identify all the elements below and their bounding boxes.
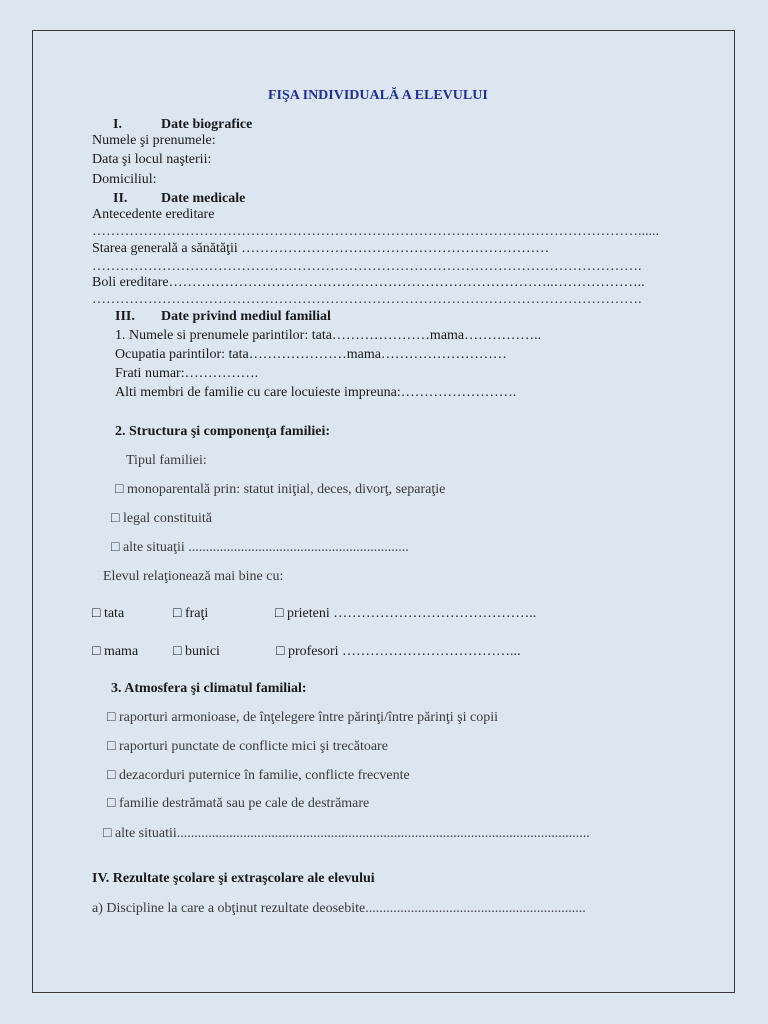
- relationship-label: Elevul relaţionează mai bine cu:: [103, 569, 284, 584]
- subsection-3-heading: 3. Atmosfera şi climatul familial:: [111, 681, 307, 696]
- field-parents-jobs: Ocupatia parintilor: tata…………………mama………………………: [115, 347, 507, 362]
- checkbox-father[interactable]: □ tata: [92, 606, 125, 621]
- checkbox-siblings[interactable]: □ fraţi: [173, 606, 209, 621]
- section-2-number: II.: [113, 191, 128, 206]
- section-3-number: III.: [115, 309, 135, 324]
- checkbox-teachers[interactable]: □ profesori ………………………………...: [276, 644, 521, 659]
- field-parents-names: 1. Numele si prenumele parintilor: tata…………………mama……………..: [115, 328, 542, 343]
- field-hereditary: Antecedente ereditare: [92, 207, 215, 222]
- checkbox-other-situations[interactable]: □ alte situaţii ...............................................................: [111, 540, 409, 555]
- checkbox-friends[interactable]: □ prieteni ……………………………………..: [275, 606, 537, 621]
- dotted-line-2: ……………………………………………………………………………………………………….: [92, 259, 642, 274]
- subsection-2-heading: 2. Structura şi componenţa familiei:: [115, 424, 331, 439]
- checkbox-other-atmosphere[interactable]: □ alte situatii......................................................................................................................: [103, 826, 590, 841]
- checkbox-broken-family[interactable]: □ familie destrămată sau pe cale de destrămare: [107, 796, 370, 811]
- section-4-heading: IV. Rezultate şcolare şi extraşcolare ale elevului: [92, 871, 375, 886]
- section-1-heading: Date biografice: [161, 117, 253, 132]
- field-disciplines: a) Discipline la care a obţinut rezultate deosebite...............................................................: [92, 901, 586, 916]
- section-1-number: I.: [113, 117, 122, 132]
- field-other-members: Alti membri de familie cu care locuieste impreuna:…………………….: [115, 385, 517, 400]
- checkbox-strong-disagreements[interactable]: □ dezacorduri puternice în familie, conflicte frecvente: [107, 768, 410, 783]
- field-health: Starea generală a sănătăţii …………………………………………………………: [92, 241, 550, 256]
- checkbox-legal[interactable]: □ legal constituită: [111, 511, 212, 526]
- dotted-line-1: ………………………………………………………………………………………………………......: [92, 224, 659, 239]
- checkbox-grandparents[interactable]: □ bunici: [173, 644, 220, 659]
- page-title: FIŞA INDIVIDUALĂ A ELEVULUI: [268, 88, 488, 103]
- field-birth: Data şi locul naşterii:: [92, 152, 212, 167]
- field-siblings: Frati numar:…………….: [115, 366, 259, 381]
- family-type-label: Tipul familiei:: [126, 453, 207, 468]
- checkbox-single-parent[interactable]: □ monoparentală prin: statut iniţial, deces, divorţ, separaţie: [115, 482, 446, 497]
- field-name: Numele şi prenumele:: [92, 133, 216, 148]
- checkbox-harmonious[interactable]: □ raporturi armonioase, de înţelegere între părinţi/între părinţi şi copii: [107, 710, 498, 725]
- field-domicile: Domiciliul:: [92, 172, 157, 187]
- dotted-line-3: ……………………………………………………………………………………………………….: [92, 292, 642, 307]
- field-diseases: Boli ereditare………………………………………………………………………..………………..: [92, 275, 645, 290]
- checkbox-minor-conflicts[interactable]: □ raporturi punctate de conflicte mici şi trecătoare: [107, 739, 388, 754]
- checkbox-mother[interactable]: □ mama: [92, 644, 139, 659]
- section-3-heading: Date privind mediul familial: [161, 309, 331, 324]
- section-2-heading: Date medicale: [161, 191, 246, 206]
